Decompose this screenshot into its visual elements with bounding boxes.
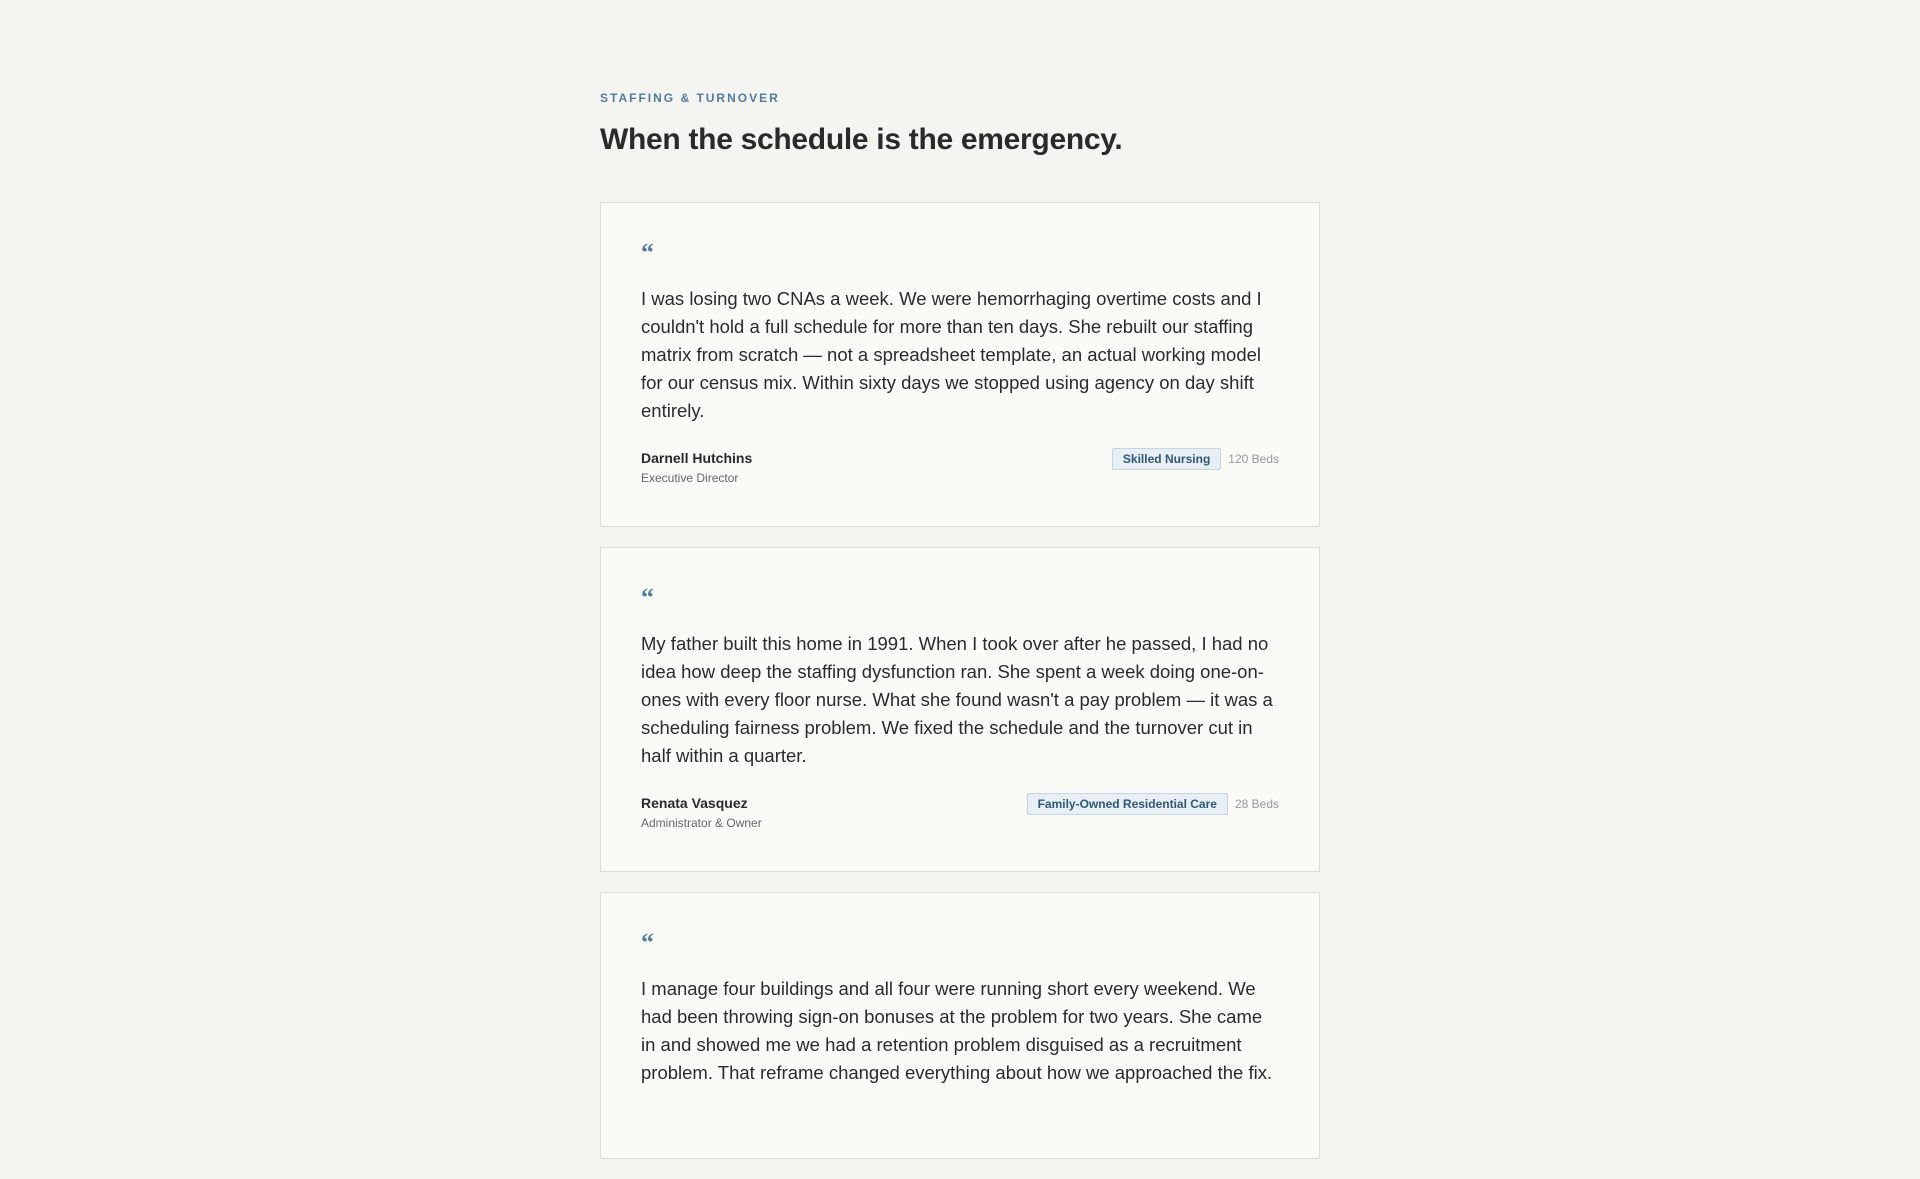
author-block <box>641 449 752 486</box>
bed-count: 28 Beds <box>1234 797 1279 811</box>
author-role: Administrator & Owner <box>641 816 762 830</box>
testimonial-quote: My father built this home in 1991. When I took over after he passed, I had no idea how deep the staffing dysfunction ran. She spent a week doing one-on-ones with every floor nurse. What she found wasn't a pay problem — it was a scheduling fairness problem. We fixed the schedule and the turnover cut in half within a quarter. <box>641 633 1273 766</box>
quote-icon: “ <box>641 928 654 957</box>
testimonial-attribution <box>641 794 1279 831</box>
facility-meta <box>1250 1110 1279 1118</box>
testimonial-attribution <box>641 1111 1279 1118</box>
facility-type-tag: Family-Owned Residential Care <box>1027 793 1228 815</box>
author-block <box>641 794 762 831</box>
facility-meta <box>1027 793 1279 815</box>
facility-meta <box>1112 448 1279 470</box>
testimonial-card <box>600 547 1320 872</box>
testimonial-attribution <box>641 449 1279 486</box>
bed-count: 120 Beds <box>1228 452 1279 466</box>
author-role: Executive Director <box>641 471 739 485</box>
testimonial-list <box>600 202 1320 1159</box>
testimonial-quote: I manage four buildings and all four were running short every weekend. We had been throwing sign-on bonuses at the problem for two years. She came in and showed me we had a retention problem disguised as a recruitment problem. That reframe changed everything about how we approached the fix. <box>641 978 1273 1083</box>
quote-icon: “ <box>641 583 654 612</box>
author-name: Darnell Hutchins <box>641 450 753 466</box>
facility-type-tag: Skilled Nursing <box>1112 448 1221 470</box>
author-name: Renata Vasquez <box>641 795 748 811</box>
section-eyebrow: STAFFING & TURNOVER <box>600 91 780 105</box>
section-title: When the schedule is the emergency. <box>600 123 1123 156</box>
testimonial-quote: I was losing two CNAs a week. We were hemorrhaging overtime costs and I couldn't hold a full schedule for more than ten days. She rebuilt our staffing matrix from scratch — not a spreadsheet template, an actual working model for our census mix. Within sixty days we stopped using agency on day shift entirely. <box>641 288 1262 421</box>
testimonials-section <box>600 0 1320 1179</box>
testimonial-card <box>600 892 1320 1159</box>
testimonial-card <box>600 202 1320 527</box>
quote-icon: “ <box>641 238 654 267</box>
